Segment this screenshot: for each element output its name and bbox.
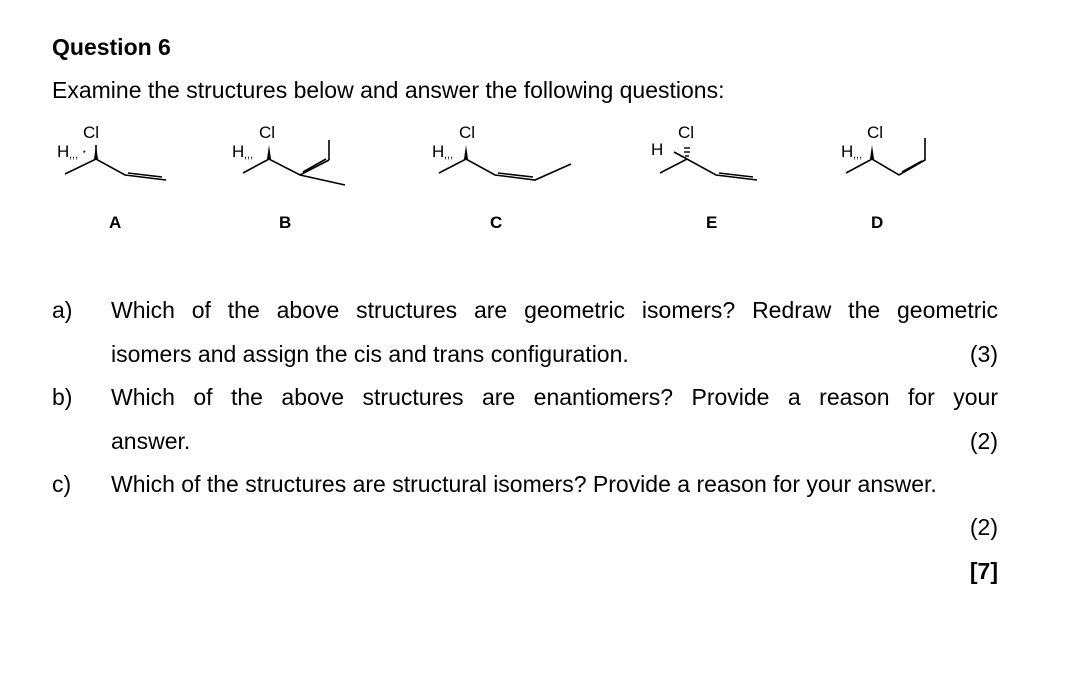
part-a-line1: Which of the above structures are geometric isomers? Redraw the geometric: [111, 297, 998, 323]
structure-label-b: B: [279, 213, 292, 232]
svg-text:,,,: ,,,: [69, 149, 79, 161]
structure-e: [660, 148, 757, 180]
svg-text:H: H: [841, 142, 854, 161]
structure-c: [439, 145, 571, 180]
part-c-letter: c): [52, 471, 72, 497]
part-b-marks: (2): [969, 428, 998, 454]
part-c-line1: Which of the structures are structural isomers? Provide a reason for your answer.: [111, 471, 937, 497]
structure-label-c: C: [490, 213, 503, 232]
part-a-letter: a): [52, 297, 73, 323]
svg-text:,,,: ,,,: [853, 149, 863, 161]
svg-text:Cl: Cl: [678, 123, 695, 142]
question-title: Question 6: [52, 34, 171, 60]
part-c-marks: (2): [969, 514, 998, 540]
svg-text:Cl: Cl: [867, 123, 884, 142]
structure-a: [65, 145, 166, 180]
part-a-marks: (3): [969, 341, 998, 367]
svg-text:,,,: ,,,: [444, 149, 454, 161]
total-marks: [7]: [969, 558, 998, 584]
svg-text:,,,: ,,,: [244, 149, 254, 161]
structures-figure: [0, 115, 1080, 245]
svg-text:Cl: Cl: [259, 123, 276, 142]
question-intro: Examine the structures below and answer the following questions:: [52, 77, 725, 103]
svg-text:H: H: [432, 142, 445, 161]
part-b-line2: answer.: [111, 428, 191, 454]
svg-text:Cl: Cl: [459, 123, 476, 142]
structure-label-a: A: [109, 213, 122, 232]
svg-text:H: H: [651, 140, 664, 159]
structure-b: [243, 140, 345, 185]
part-b-line1: Which of the above structures are enantiomers? Provide a reason for your: [111, 384, 998, 410]
structure-label-e: E: [706, 213, 718, 232]
part-a-line2: isomers and assign the cis and trans configuration.: [111, 341, 629, 367]
svg-text:H: H: [57, 142, 70, 161]
svg-text:H: H: [232, 142, 245, 161]
svg-text:Cl: Cl: [83, 123, 100, 142]
part-b-letter: b): [52, 384, 73, 410]
structure-label-d: D: [871, 213, 884, 232]
